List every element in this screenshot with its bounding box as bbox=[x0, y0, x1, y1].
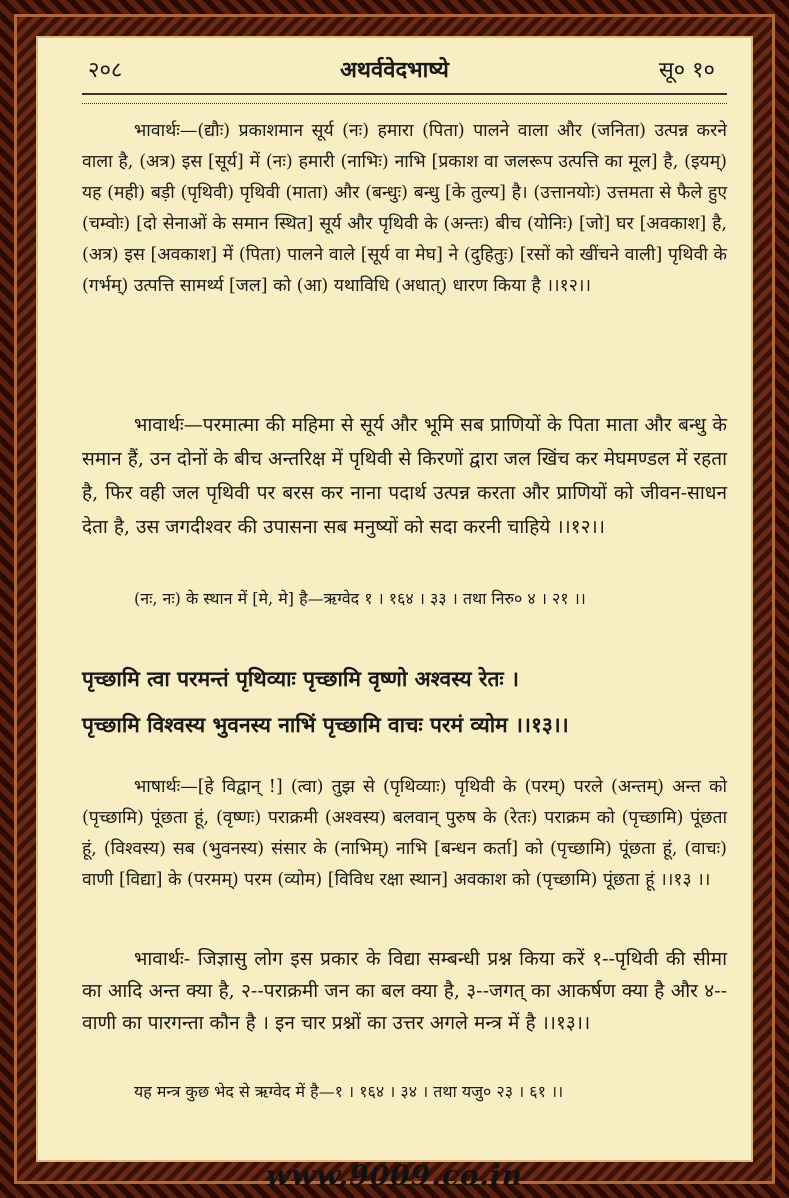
header-rule bbox=[82, 93, 727, 104]
paragraph-text: भावार्थः—(द्यौः) प्रकाशमान सूर्य (नः) हमारा (पिता) पालने वाला और (जनिता) उत्पन्न करने वाला है, (अत्र) इस [सूर्य] में (नः) हमारी (नाभिः) नाभि [प्रकाश वा जलरूप उत्पत्ति का मूल] है, (इयम्) यह (मही) बड़ी (पृथिवी) पृथिवी (माता) और (बन्धुः) बन्धु [के तुल्य] है। (उत्तानयोः) उत्तमता से फैले हुए (चम्वोः) [दो सेनाओं के समान स्थित] सूर्य और पृथिवी के (अन्तः) बीच (योनिः) [जो] घर [अवकाश] है, (अत्र) इस [अवकाश] में (पिता) पालने वाले [सूर्य वा मेघ] ने (दुहितुः) [रसों को खींचने वाली] पृथिवी के (गर्भम्) उत्पत्ति सामर्थ्य [जल] को (आ) यथाविधि (अधात्) धारण किया है ।।१२।। bbox=[82, 121, 727, 296]
paragraph-bhasharth-12 bbox=[82, 116, 727, 302]
reference-note-12 bbox=[82, 583, 727, 615]
sukta-label: सू० १० bbox=[658, 58, 715, 83]
paragraph-bhavarth-13 bbox=[82, 943, 727, 1039]
paragraph-bhasharth-13 bbox=[82, 772, 727, 896]
paragraph-text: भाषार्थः—[हे विद्वान् !] (त्वा) तुझ से (पृथिव्याः) पृथिवी के (परम्) परले (अन्तम्) अन्त को (पृच्छामि) पूंछता हूं, (वृष्णः) पराक्रमी (अश्वस्य) बलवान् पुरुष के (रेतः) पराक्रम को (पृच्छामि) पूंछता हूं, (विश्वस्य) सब (भुवनस्य) संसार के (नाभिम्) नाभि [बन्धन कर्ता] को (पृच्छामि) पूंछता हूं, (वाचः) वाणी [विद्या] के (परमम्) परम (व्योम) [विविध रक्षा स्थान] अवकाश को (पृच्छामि) पूंछता हूं ।।१३ ।। bbox=[82, 777, 727, 890]
note-text: (नः, नः) के स्थान में [मे, मे] है—ऋग्वेद १ । १६४ । ३३ । तथा निरु० ४ । २१ ।। bbox=[134, 589, 586, 608]
page-title: अथर्ववेदभाष्ये bbox=[340, 57, 449, 83]
page-header bbox=[38, 54, 751, 90]
paragraph-text: भावार्थः- जिज्ञासु लोग इस प्रकार के विद्या सम्बन्धी प्रश्न किया करें १--पृथिवी की सीमा का आदि अन्त क्या है, २--पराक्रमी जन का बल क्या है, ३--जगत् का आकर्षण क्या है और ४--वाणी का पारगन्ता कौन है । इन चार प्रश्नों का उत्तर अगले मन्त्र में है ।।१३।। bbox=[82, 948, 727, 1034]
mantra-line-1: पृच्छामि त्वा परमन्तं पृथिव्याः पृच्छामि वृष्णो अश्वस्य रेतः । bbox=[82, 666, 519, 691]
mantra-line-2: पृच्छामि विश्वस्य भुवनस्य नाभिं पृच्छामि वाचः परमं व्योम ।।१३।। bbox=[82, 712, 569, 737]
paragraph-bhavarth-12 bbox=[82, 408, 727, 544]
reference-note-13 bbox=[82, 1076, 727, 1108]
mantra-13 bbox=[82, 656, 727, 748]
paragraph-text: भावार्थः—परमात्मा की महिमा से सूर्य और भूमि सब प्राणियों के पिता माता और बन्धु के समान हैं, उन दोनों के बीच अन्तरिक्ष में पृथिवी से किरणों द्वारा जल खिंच कर मेघमण्डल में रहता है, फिर वही जल पृथिवी पर बरस कर नाना पदार्थ उत्पन्न करता और प्राणियों को जीवन-साधन देता है, उस जगदीश्वर की उपासना सब मनुष्यों को सदा करनी चाहिये ।।१२।। bbox=[82, 414, 727, 538]
site-watermark: www.9009.co.in bbox=[266, 1159, 523, 1192]
book-page bbox=[36, 36, 753, 1162]
note-text: यह मन्त्र कुछ भेद से ऋग्वेद में है—१ । १६४ । ३४ । तथा यजु० २३ । ६१ ।। bbox=[134, 1082, 564, 1101]
page-number: २०८ bbox=[88, 58, 123, 83]
